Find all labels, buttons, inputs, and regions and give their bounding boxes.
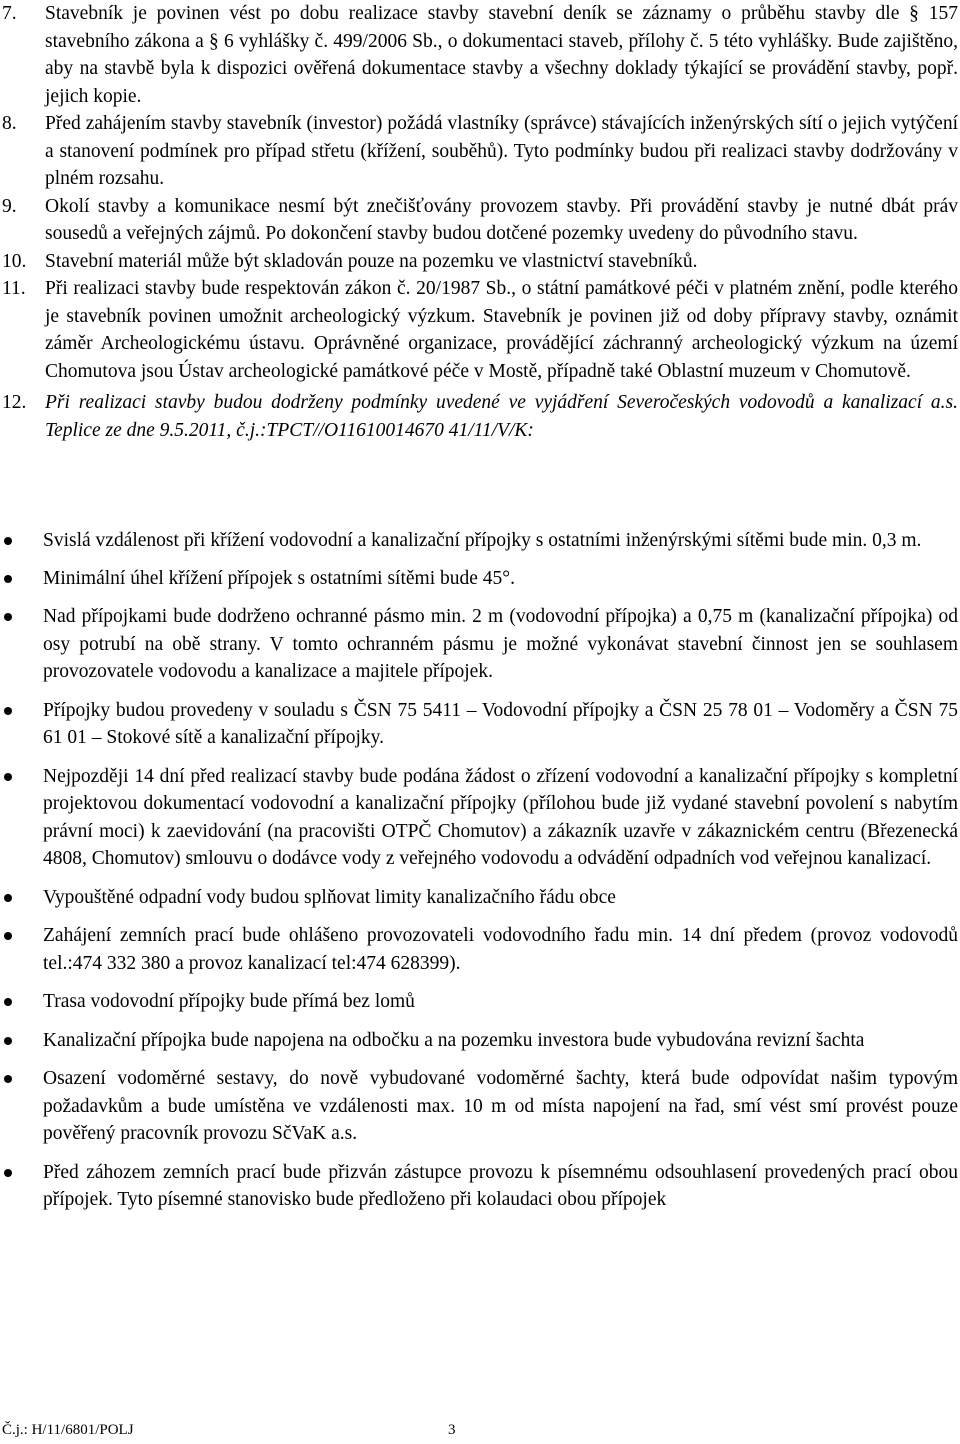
page-footer bbox=[2, 1421, 456, 1439]
bullet-item bbox=[0, 1159, 958, 1214]
bullet-text: Kanalizační přípojka bude napojena na odbočku a na pozemku investora bude vybudována revizní šachta bbox=[43, 1029, 865, 1051]
bullet-item bbox=[0, 884, 958, 912]
bullet-text: Nejpozději 14 dní před realizací stavby bude podána žádost o zřízení vodovodní a kanalizační přípojky s kompletní projektovou dokumentací vodovodní a kanalizační přípojky (přílohou bude již vydané stavební povolení s nabytím právní moci) k zaevidování (na pracovišti OTPČ Chomutov) a zákazník uzavře v zákaznickém centru (Březenecká 4808, Chomutov) smlouvu o dodávce vody z veřejného vodovodu a odvádění odpadních vod veřejnou kanalizací. bbox=[43, 765, 958, 869]
bullet-item bbox=[0, 1027, 958, 1055]
condition-item-10 bbox=[2, 248, 958, 276]
bullet-item bbox=[0, 603, 958, 686]
item-text: Při realizaci stavby bude respektován zákon č. 20/1987 Sb., o státní památkové péči v platném znění, podle kterého je stavebník povinen umožnit archeologický výzkum. Stavebník je povinen již od doby přípravy stavby, oznámit záměr Archeologickému ústavu. Oprávněné organizace, provádějící záchranný archeologický výzkum na území Chomutova jsou Ústav archeologické památkové péče v Mostě, případně také Oblastní muzeum v Chomutově. bbox=[45, 278, 958, 382]
item-number: 12. bbox=[2, 392, 27, 413]
bullet-text: Před záhozem zemních prací bude přizván zástupce provozu k písemnému odsouhlasení provedených prací obou přípojek. Tyto písemné stanovisko bude předloženo při kolaudaci obou přípojek bbox=[43, 1161, 958, 1210]
bullet-item bbox=[0, 565, 958, 593]
bullet-item bbox=[0, 1065, 958, 1148]
item-number: 11. bbox=[2, 278, 26, 299]
bullet-text: Minimální úhel křížení přípojek s ostatními sítěmi bude 45°. bbox=[43, 567, 515, 589]
bullet-item bbox=[0, 763, 958, 873]
condition-item-8 bbox=[2, 110, 958, 193]
item-text: Okolí stavby a komunikace nesmí být znečišťovány provozem stavby. Při provádění stavby je nutné dbát práv sousedů a veřejných zájmů. Po dokončení stavby budou dotčené pozemky uvedeny do původního stavu. bbox=[45, 195, 958, 244]
numbered-conditions bbox=[2, 0, 958, 444]
bullet-item bbox=[0, 922, 958, 977]
bullet-item bbox=[0, 527, 958, 555]
item-text: Stavební materiál může být skladován pouze na pozemku ve vlastnictví stavebníků. bbox=[45, 250, 698, 272]
bullet-item bbox=[0, 697, 958, 752]
bullet-text: Trasa vodovodní přípojky bude přímá bez lomů bbox=[43, 991, 415, 1012]
item-text: Před zahájením stavby stavebník (investor) požádá vlastníky (správce) stávajících inženýrských sítí o jejich vytýčení a stanovení podmínek pro případ střetu (křížení, souběhů). Tyto podmínky budou při realizaci stavby dodržovány v plném rozsahu. bbox=[45, 113, 958, 189]
item-number: 9. bbox=[2, 195, 17, 217]
condition-item-9 bbox=[2, 193, 958, 248]
bullet-text: Svislá vzdálenost při křížení vodovodní a kanalizační přípojky s ostatními inženýrskými sítěmi bude min. 0,3 m. bbox=[43, 530, 922, 551]
bullet-text: Zahájení zemních prací bude ohlášeno provozovateli vodovodního řadu min. 14 dní předem (provoz vodovodů tel.:474 332 380 a provoz kanalizací tel:474 628399). bbox=[43, 925, 958, 974]
item-number: 7. bbox=[2, 3, 17, 24]
document-reference: Č.j.: H/11/6801/POLJ bbox=[2, 1422, 134, 1438]
bullet-text: Vypouštěné odpadní vody budou splňovat limity kanalizačního řádu obce bbox=[43, 886, 616, 908]
bullet-text: Osazení vodoměrné sestavy, do nově vybudované vodoměrné šachty, která bude odpovídat našim typovým požadavkům a bude umístěna ve vzdálenosti max. 10 m od místa napojení na řad, smí vést smí provést pouze pověřený pracovník provozu SčVaK a.s. bbox=[43, 1068, 958, 1144]
item-text: Při realizaci stavby budou dodrženy podmínky uvedené ve vyjádření Severočeských vodovodů a kanalizací a.s. Teplice ze dne 9.5.2011, č.j.:TPCT//O11610014670 41/11/V/K: bbox=[45, 392, 958, 441]
condition-item-11 bbox=[2, 275, 958, 385]
condition-item-7 bbox=[2, 0, 958, 110]
item-number: 8. bbox=[2, 113, 17, 134]
bullet-conditions bbox=[0, 527, 958, 1214]
bullet-text: Nad přípojkami bude dodrženo ochranné pásmo min. 2 m (vodovodní přípojka) a 0,75 m (kanalizační přípojka) od osy potrubí na obě strany. V tomto ochranném pásmu je možné vykonávat stavební činnost jen se souhlasem provozovatele vodovodu a kanalizace a majitele přípojek. bbox=[43, 606, 958, 682]
item-text: Stavebník je povinen vést po dobu realizace stavby stavební deník se záznamy o průběhu stavby dle § 157 stavebního zákona a § 6 vyhlášky č. 499/2006 Sb., o dokumentaci staveb, přílohy č. 5 této vyhlášky. Bude zajištěno, aby na stavbě byla k dispozici ověřená dokumentace stavby a všechny doklady týkající se provádění stavby, popř. jejich kopie. bbox=[45, 3, 958, 107]
page-number: 3 bbox=[448, 1422, 456, 1438]
item-number: 10. bbox=[2, 250, 27, 272]
bullet-text: Přípojky budou provedeny v souladu s ČSN 75 5411 – Vodovodní přípojky a ČSN 25 78 01 – Vodoměry a ČSN 75 61 01 – Stokové sítě a kanalizační přípojky. bbox=[43, 699, 958, 748]
condition-item-12 bbox=[2, 389, 958, 444]
bullet-item bbox=[0, 988, 958, 1016]
